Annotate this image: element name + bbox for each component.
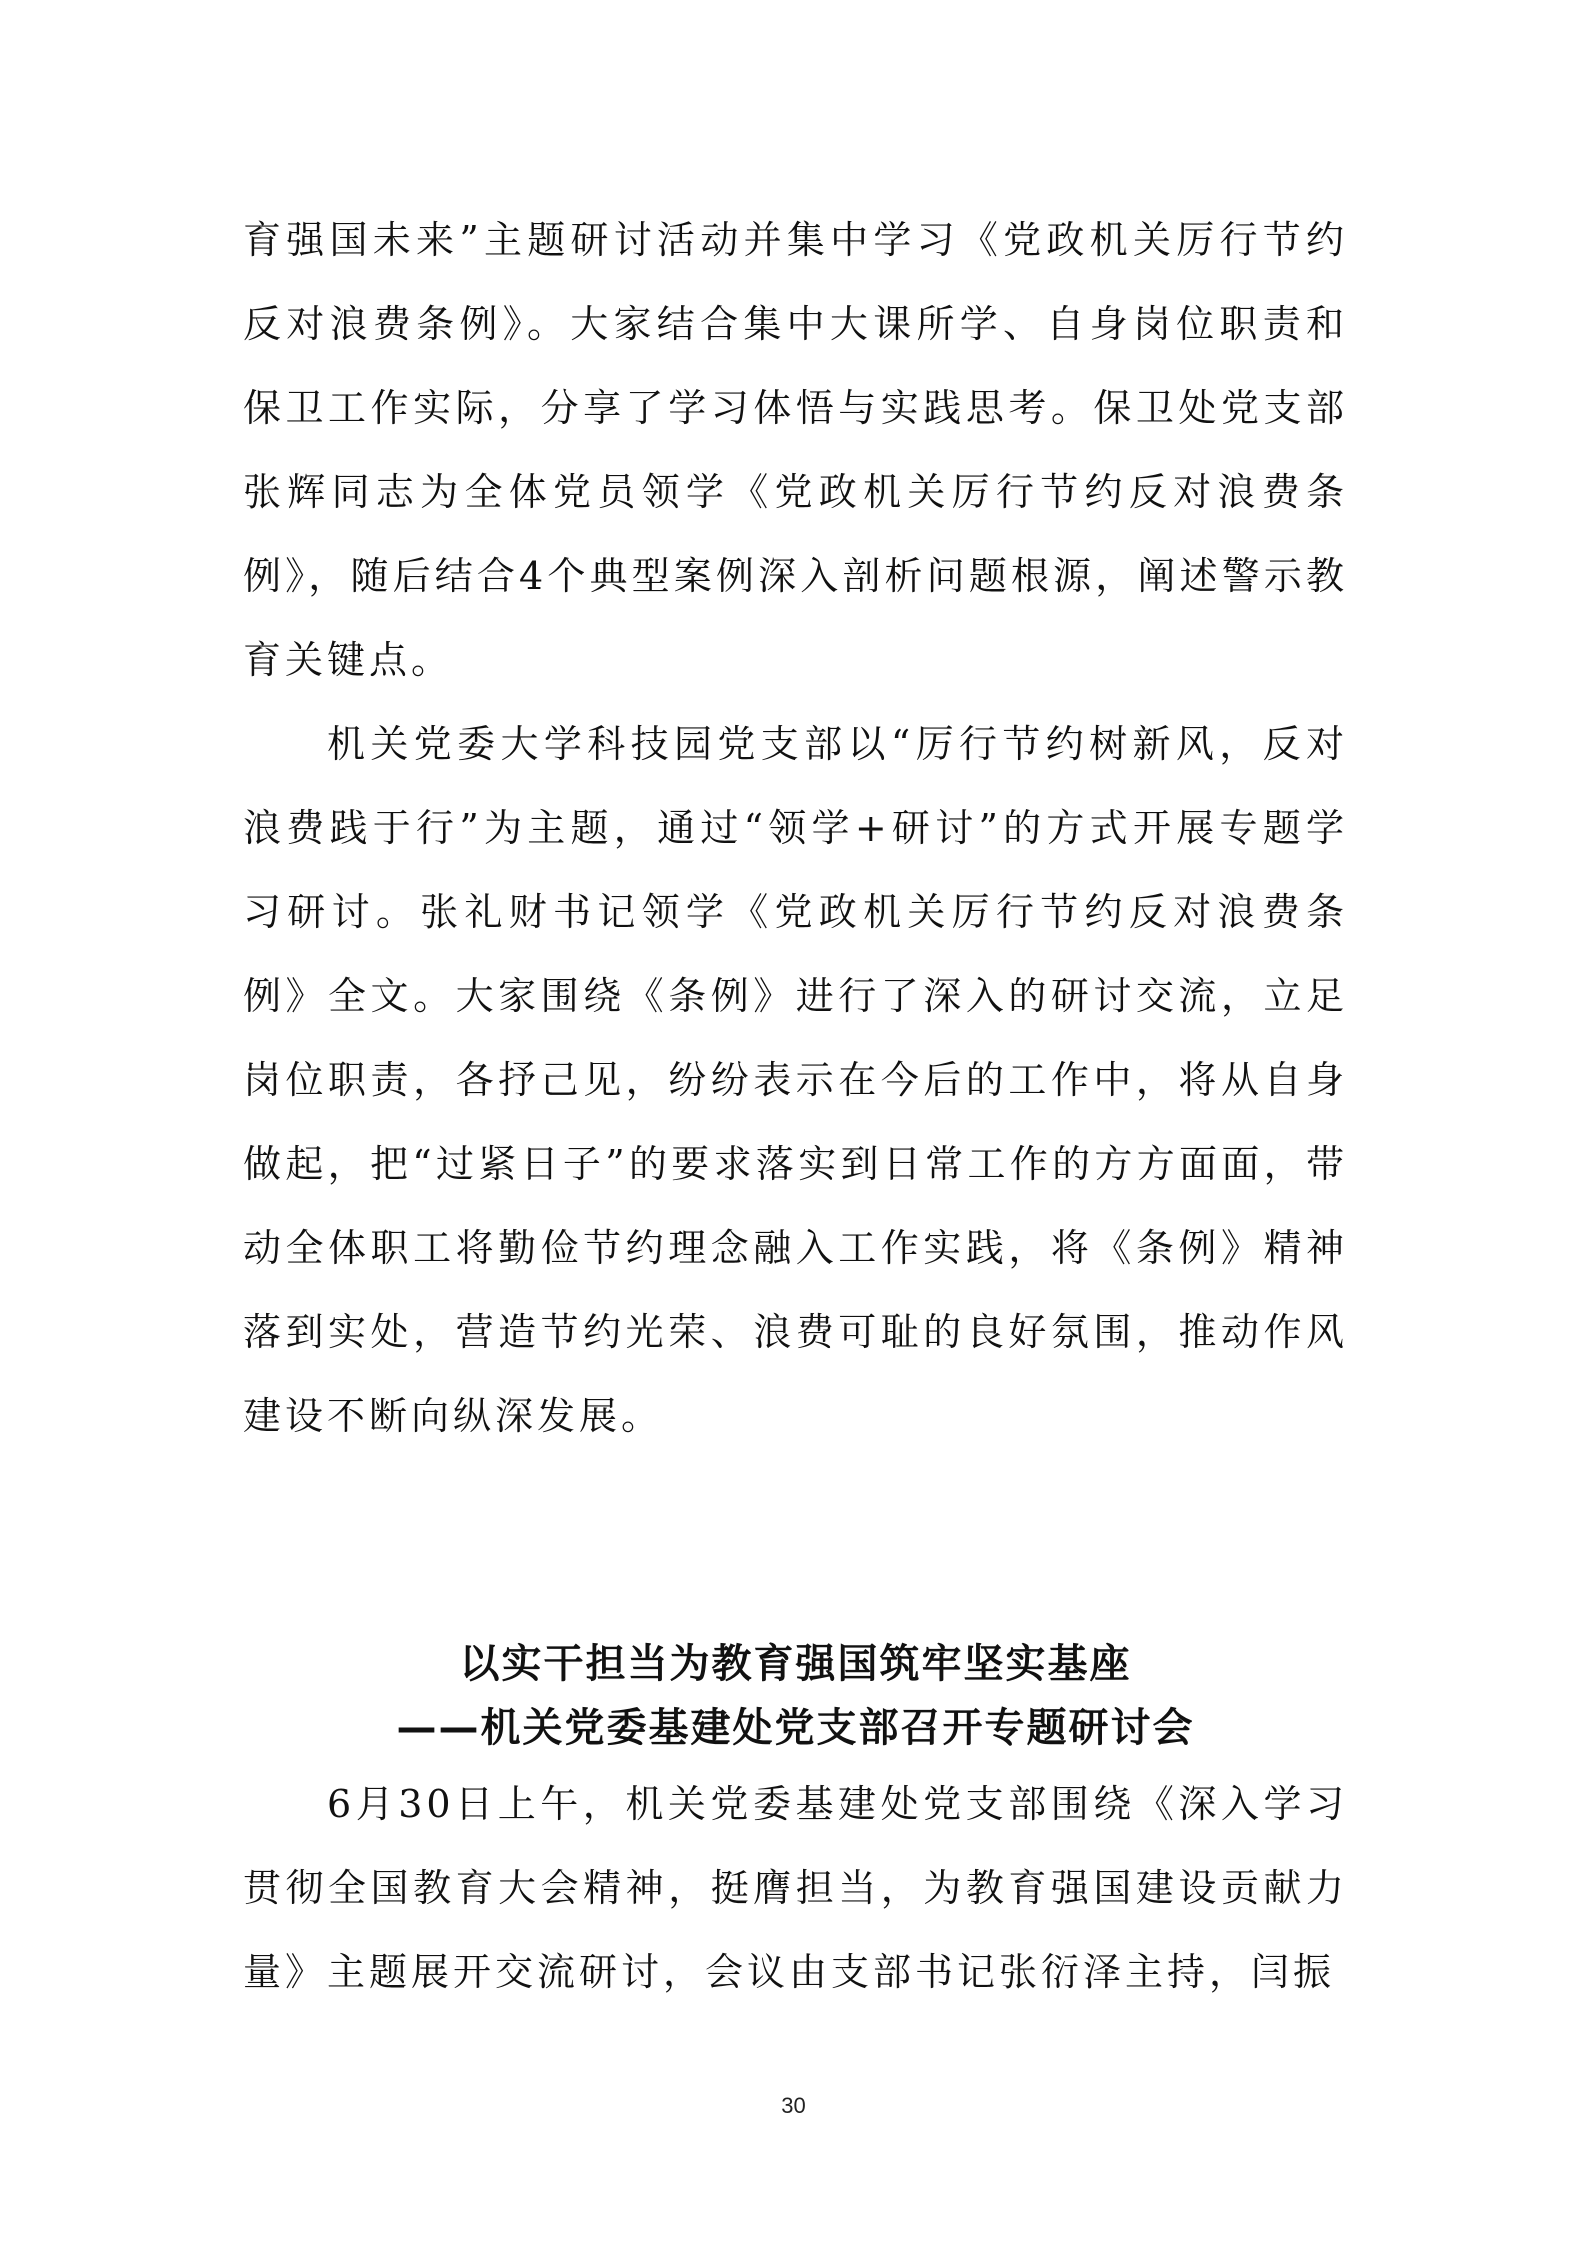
page-content [243, 198, 1348, 2014]
article-subtitle: ——机关党委基建处党支部召开专题研讨会 [396, 1705, 1195, 1751]
page-number: 30 [781, 2093, 806, 2118]
paragraph-continuation: 育强国未来”主题研讨活动并集中学习《党政机关厉行节约反对浪费条例》。大家结合集中大课所学、自身岗位职责和保卫工作实际，分享了学习体悟与实践思考。保卫处党支部张辉同志为全体党员领学《党政机关厉行节约反对浪费条例》，随后结合4个典型案例深入剖析问题根源，阐述警示教育关键点。 [243, 218, 1348, 682]
article-paragraph: 6月30日上午，机关党委基建处党支部围绕《深入学习贯彻全国教育大会精神，挺膺担当，为教育强国建设贡献力量》主题展开交流研讨，会议由支部书记张衍泽主持，闫振 [243, 1782, 1348, 1994]
article-title: 以实干担当为教育强国筑牢坚实基座 [459, 1641, 1132, 1687]
section-spacer [243, 1458, 1348, 1632]
paragraph-science-park: 机关党委大学科技园党支部以“厉行节约树新风，反对浪费践于行”为主题，通过“领学+研讨”的方式开展专题学习研讨。张礼财书记领学《党政机关厉行节约反对浪费条例》全文。大家围绕《条例》进行了深入的研讨交流，立足岗位职责，各抒己见，纷纷表示在今后的工作中，将从自身做起，把“过紧日子”的要求落实到日常工作的方方面面，带动全体职工将勤俭节约理念融入工作实践，将《条例》精神落到实处，营造节约光荣、浪费可耻的良好氛围，推动作风建设不断向纵深发展。 [243, 722, 1348, 1438]
